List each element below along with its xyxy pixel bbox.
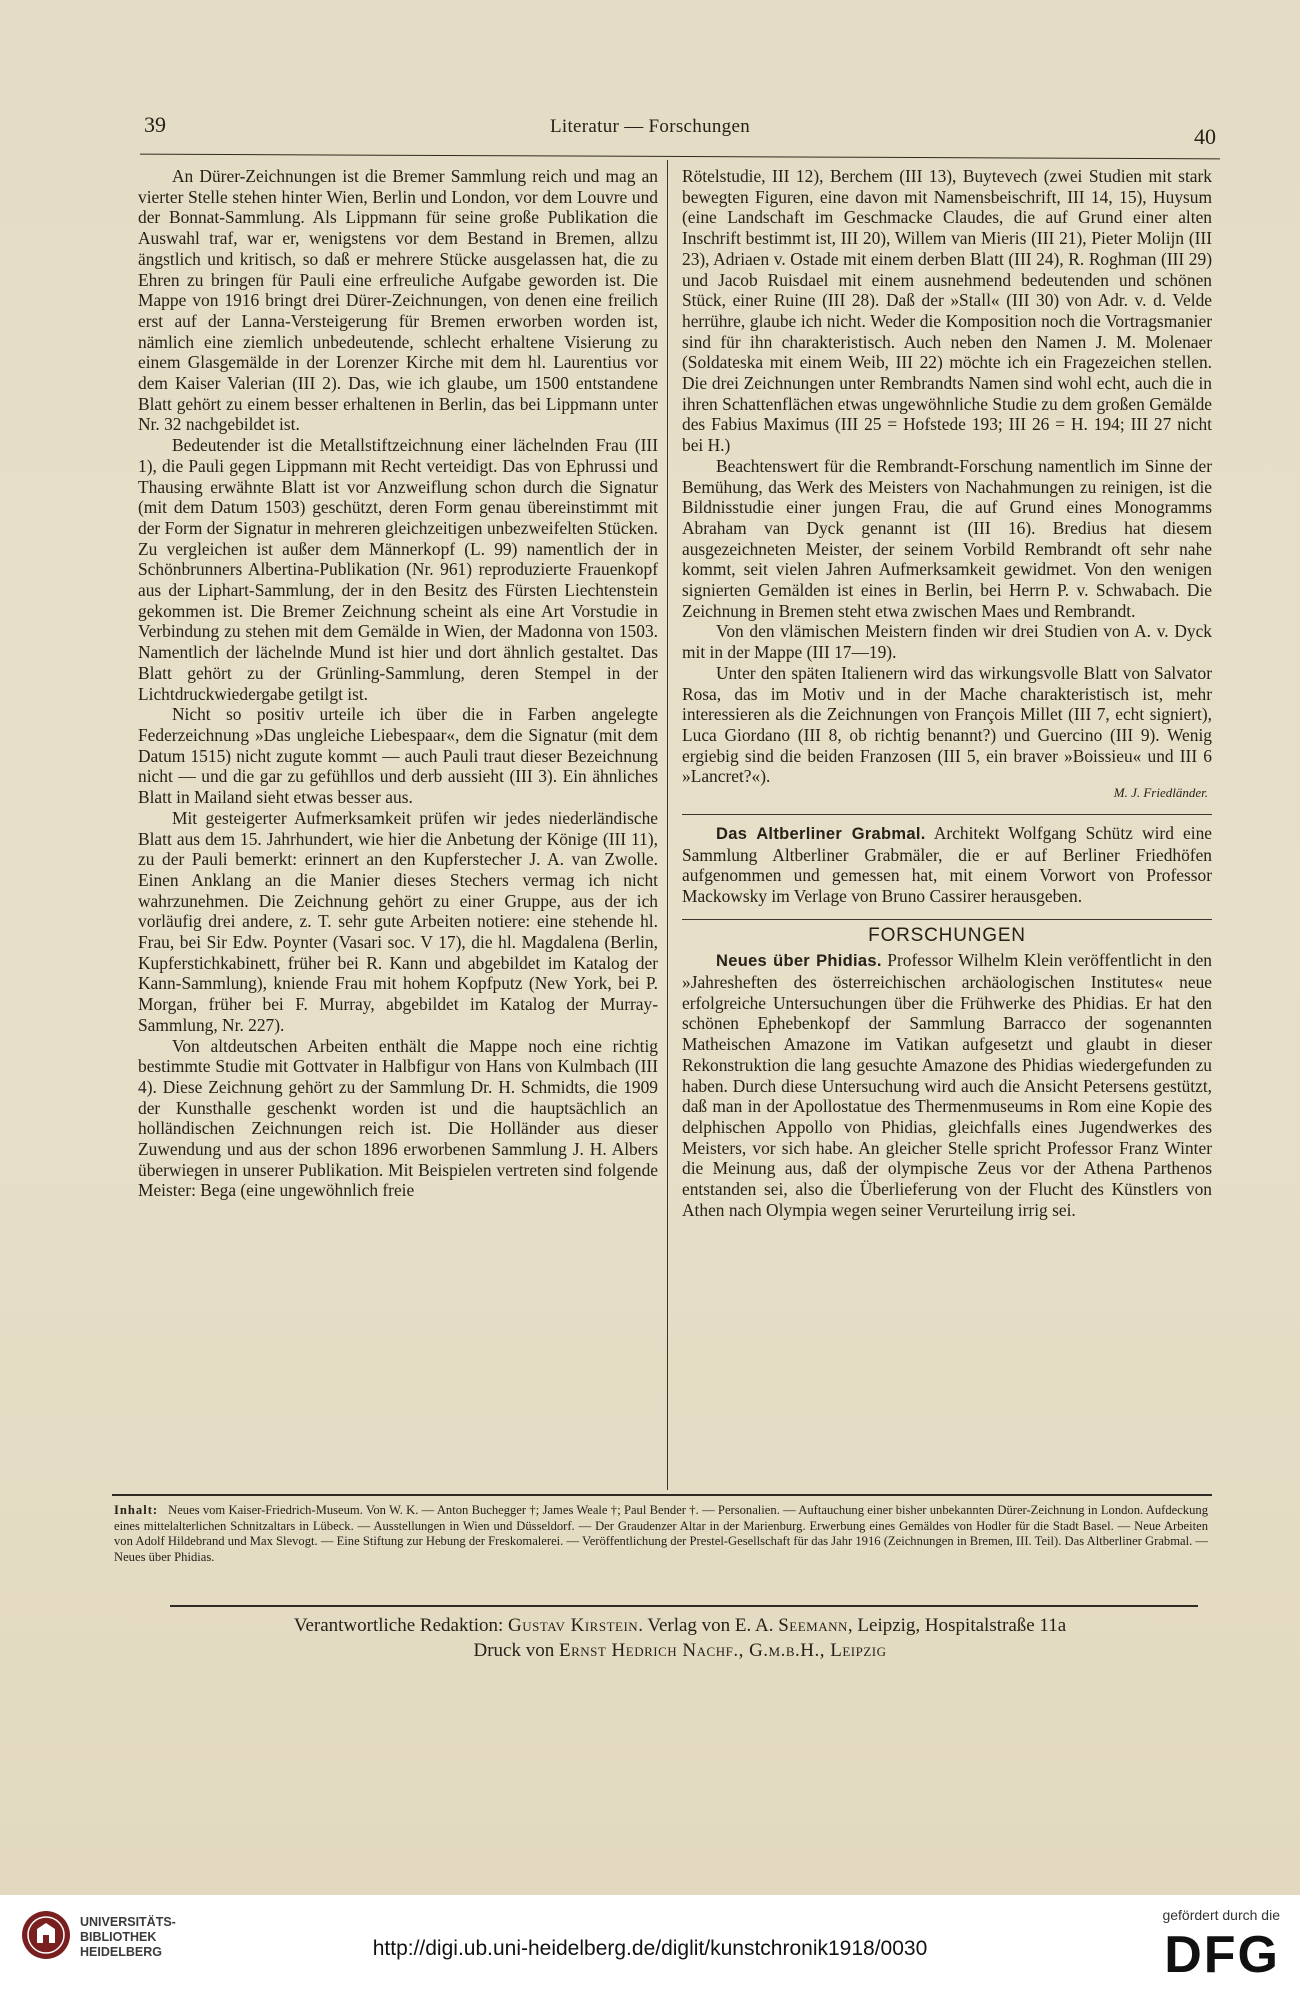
grabmal-text: Architekt Wolfgang Schütz wird eine Sammlung Altberliner Grabmäler, die er auf Berliner Friedhöfen aufgenommen und gemessen hat, mit einem Vorwort von Professor Mackowsky im Verlage von Bruno Cassirer herausgeben. (682, 822, 1212, 906)
library-name-line: BIBLIOTHEK (80, 1930, 157, 1944)
imprint-text: , Leipzig, Hospitalstraße 11a (847, 1615, 1067, 1636)
page-number-right: 40 (1194, 124, 1216, 149)
grabmal-title: Das Altberliner Grabmal. (716, 824, 926, 843)
contents-rule (112, 1494, 1212, 1496)
author-signature: M. J. Friedländer. (1113, 785, 1208, 801)
running-head: Literatur — Forschungen (549, 116, 751, 137)
paragraph: Beachtenswert für die Rembrandt-Forschung namentlich im Sinne der Bemühung, das Werk des Meisters von Nachahmungen zu reinigen, ist die Bildnisstudie einer jungen Frau, die auf Grund eines Monogramms Abraham van Dyck genannt ist (III 16). Bredius hat diesem ausgezeichneten Meister, der seinem Vorbild Rembrandt oft sehr nahe kommt, seit vielen Jahren Aufmerksamkeit gewidmet. Von den wenigen signierten Gemälden ist eines in Berlin, bei Herrn P. v. Schwabach. Die Zeichnung in Bremen steht etwa zwischen Maes und Rembrandt. (682, 455, 1212, 621)
imprint-text: . Verlag von E. A. (638, 1615, 779, 1636)
paragraph: Von den vlämischen Meistern finden wir drei Studien von A. v. Dyck mit in der Mappe (III 17—19). (682, 621, 1212, 663)
section-rule (682, 814, 1212, 815)
phidias-title: Neues über Phidias. (716, 952, 882, 971)
left-column (138, 166, 658, 1201)
paragraph: Mit gesteigerter Aufmerksamkeit prüfen wir jedes niederländische Blatt aus dem 15. Jahrhundert, wie hier die Anbetung der Könige (III 11), zu der Pauli bemerkt: erinnert an den Kupferstecher J. A. van Zwolle. Einen Anklang an die Manier dieses Stechers vermag ich nicht wahrzunehmen. Die Zeichnung gehört zu einer Gruppe, aus der ich vorläufig drei andere, z. T. sehr gute Arbeiten notiere: eine stehende hl. Frau, bei Sir Edw. Poynter (Vasari soc. V 17), die hl. Magdalena (Berlin, Kupferstichkabinett, früher bei R. Kann und abgebildet im Katalog der Kann-Sammlung), kniende Frau mit hohem Kopfputz (New York, bei P. Morgan, früher bei F. Murray, abgebildet im Katalog der Murray-Sammlung, Nr. 227). (138, 807, 658, 1035)
contents-text: Neues vom Kaiser-Friedrich-Museum. Von W. K. — Anton Buchegger †; James Weale †; Paul Bender †. — Personalien. — Auftauchung einer bisher unbekannten Dürer-Zeichnung in London. Aufdeckung eines mittelalterlichen Schnitzaltars in Lübeck. — Ausstellungen in Wien und Düsseldorf. — Der Graudenzer Altar in der Marienburg. Erwerbung eines Gemäldes von Hodler für die Stadt Basel. — Neue Arbeiten von Adolf Hildebrand und Max Slevogt. — Eine Stiftung zur Hebung der Freskomalerei. — Veröffentlichung der Prestel-Gesellschaft für das Jahr 1916 (Zeichnungen in Bremen, III. Teil). Das Altberliner Grabmal. — Neues über Phidias. (114, 1503, 1208, 1564)
phidias-text: Professor Wilhelm Klein veröffentlicht in den »Jahresheften des österreichischen archäologischen Institutes« neue erfolgreiche Untersuchungen über die Frühwerke des Phidias. Er hat den schönen Ephebenkopf der Sammlung Barracco der sogenannten Matheischen Amazone im Vatikan aufgesetzt und glaubt in dieser Rekonstruktion die lang gesuchte Amazone des Phidias wiedergefunden zu haben. Durch diese Untersuchung wird auch die Ansicht Petersens gestützt, daß man in der Apollostatue des Thermenmuseums in Rom eine Kopie des delphischen Appollo von Phidias, gleichfalls eines Jugendwerkes des Meisters, vor sich habe. An gleicher Stelle spricht Professor Franz Winter die Meinung aus, daß der olympische Zeus vor der Athena Parthenos entstanden sei, also die Überlieferung von der Flucht des Künstlers von Athen nach Olympia wegen seiner Verurteilung irrig sei. (682, 950, 1212, 1220)
digitization-footer (0, 1895, 1300, 1989)
paragraph: An Dürer-Zeichnungen ist die Bremer Sammlung reich und mag an vierter Stelle stehen hinter Wien, Berlin und London, vor dem Louvre und der Bonnat-Sammlung. Als Lippmann für seine große Publikation die Auswahl traf, war er, wenigstens vor dem Bestand in Bremen, allzu ängstlich und kritisch, so daß er mehrere Stücke ausgelassen hat, die zu Ehren zu bringen für Pauli eine erfreuliche Aufgabe geworden ist. Die Mappe von 1916 bringt drei Dürer-Zeichnungen, von denen eine freilich erst auf der Lanna-Versteigerung für Bremen erworben worden ist, nämlich eine ziemlich unbedeutende, schlecht erhaltene Visierung zu einem Glasgemälde in der Lorenzer Kirche mit dem hl. Laurentius vor dem Kaiser Valerian (III 2). Das, wie ich glaube, um 1500 entstandene Blatt gehört zu einem besser erhaltenen in Berlin, das bei Lippmann unter Nr. 32 nachgebildet ist. (138, 166, 658, 435)
imprint-text: Druck von (473, 1640, 559, 1661)
imprint-line-1 (140, 1613, 1220, 1638)
section-heading: FORSCHUNGEN (868, 924, 1026, 946)
table-of-contents (114, 1503, 1208, 1565)
source-url[interactable]: http://digi.ub.uni-heidelberg.de/diglit/kunstchronik1918/0030 (372, 1937, 928, 1960)
contents-label: Inhalt: (114, 1503, 159, 1517)
publisher-name: Seemann (778, 1615, 848, 1636)
dfg-logo: DFG (1164, 1926, 1280, 1984)
funding-caption: gefördert durch die (1162, 1907, 1280, 1923)
imprint-text: , G.m.b.H., Leipzig (738, 1640, 887, 1661)
paragraph: Bedeutender ist die Metallstiftzeichnung einer lächelnden Frau (III 1), die Pauli gegen Lippmann mit Recht verteidigt. Das von Ephrussi und Thausing erwähnte Blatt ist vor Anzweiflung schon durch die Signatur (mit dem Datum 1503) geschützt, deren Form genau übereinstimmt mit der Form der Signatur in mehreren gleichzeitigen unbezweifelten Stücken. Zu vergleichen ist außer dem Männerkopf (L. 99) namentlich der in Schönbrunners Albertina-Publikation (Nr. 961) reproduzierte Frauenkopf aus der Liphart-Sammlung, der in den Besitz des Fürsten Liechtenstein gekommen ist. Die Bremer Zeichnung scheint als eine Art Vorstudie in Verbindung zu stehen mit dem Gemälde in Wien, der Madonna von 1503. Namentlich der lächelnde Mund ist hier und dort ähnlich gestaltet. Das Blatt gehört zu der Grünling-Sammlung, deren Stempel in der Lichtdruckwiedergabe getilgt ist. (138, 435, 658, 704)
imprint-rule (170, 1605, 1198, 1607)
paragraph: Nicht so positiv urteile ich über die in Farben angelegte Federzeichnung »Das ungleiche Liebespaar«, dem die Signatur (mit dem Datum 1515) nicht zugute kommt — auch Pauli traut dieser Bezeichnung nicht — und die gar zu gefühllos und derb aussieht (III 3). Ein ähnliches Blatt in Mailand sieht etwas besser aus. (138, 704, 658, 808)
column-divider (667, 160, 668, 1490)
editor-name: Gustav Kirstein (508, 1615, 639, 1636)
page-number-left: 39 (144, 112, 166, 137)
right-column (682, 166, 1212, 1220)
paragraph: Unter den späten Italienern wird das wirkungsvolle Blatt von Salvator Rosa, das im Motiv und in der Mache charakteristisch ist, mehr interessieren als die Zeichnungen von François Millet (III 7, echt signiert), Luca Giordano (III 8, ob richtig benannt?) und Guercino (III 9). Wenig ergiebig sind die beiden Franzosen (III 5, ein braver »Boissieu« und III 6 »Lancret?«). (682, 662, 1212, 787)
imprint-text: Verantwortliche Redaktion: (293, 1615, 509, 1636)
printer-name: Ernst Hedrich Nachf. (558, 1640, 739, 1661)
phidias-notice (682, 950, 1212, 1220)
paragraph: Von altdeutschen Arbeiten enthält die Mappe noch eine richtig bestimmte Studie mit Gottvater in Halbfigur von Hans von Kulmbach (III 4). Diese Zeichnung gehört zu der Sammlung Dr. H. Schmidts, die 1909 der Kunsthalle geschenkt worden ist und die hauptsächlich an holländischen Zeichnungen reich ist. Die Holländer aus dieser Zuwendung und aus der schon 1896 erworbenen Sammlung J. H. Albers überwiegen in unserer Publikation. Mit Beispielen vertreten sind folgende Meister: Bega (eine ungewöhnlich freie (138, 1035, 658, 1201)
header-rule (140, 154, 1220, 160)
grabmal-notice (682, 823, 1212, 907)
library-name-line: UNIVERSITÄTS- (80, 1915, 176, 1929)
section-rule (682, 919, 1212, 920)
imprint-line-2 (140, 1638, 1220, 1663)
imprint (140, 1613, 1220, 1663)
paragraph: Rötelstudie, III 12), Berchem (III 13), Buytevech (zwei Studien mit stark bewegten Figuren, eine davon mit Namensbeischrift, III 14, 15), Huysum (eine Landschaft im Geschmacke Claudes, die auf Grund einer alten Inschrift bestimmt ist, III 20), Willem van Mieris (III 21), Pieter Molijn (III 23), Adriaen v. Ostade mit einem derben Blatt (III 24), R. Roghman (III 29) und Jacob Ruisdael mit einem ausnehmend bedeutenden und schönen Stück, einer Ruine (III 28). Daß der »Stall« (III 30) von Adr. v. d. Velde herrühre, glaube ich nicht. Weder die Komposition noch die Vortragsmanier sind für ihn charakteristisch. Auch neben den Namen J. M. Molenaer (Soldateska mit einem Weib, III 22) möchte ich ein Fragezeichen stellen. Die drei Zeichnungen unter Rembrandts Namen sind wohl echt, auch die in ihren Schattenflächen etwas ungewöhnliche Studie zu dem großen Gemälde des Fabius Maximus (III 25 = Hofstede 193; III 26 = H. 194; III 27 nicht bei H.) (682, 166, 1212, 456)
library-name-line: HEIDELBERG (80, 1945, 162, 1959)
